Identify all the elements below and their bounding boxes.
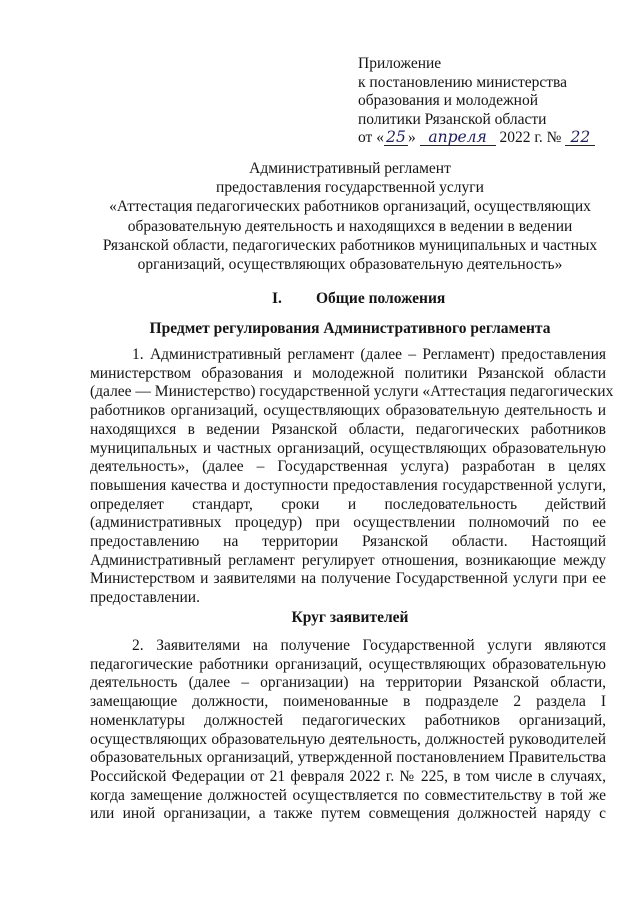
paragraph-line: определяет стандарт, сроки и последовательность действий	[90, 495, 606, 513]
paragraph-1	[90, 346, 614, 608]
paragraph-line: предоставлению на территории Рязанской области. Настоящий	[90, 533, 606, 551]
paragraph-line: министерством образования и молодежной политики Рязанской области	[90, 364, 606, 382]
paragraph-line: или иной организации, а также путем совмещения должностей наряду с	[90, 805, 606, 823]
paragraph-line: предоставлении.	[90, 589, 200, 607]
appendix-date-line	[358, 129, 618, 148]
paragraph-line: номенклатуры должностей педагогических работников организаций,	[90, 711, 606, 729]
title-line: предоставления государственной услуги	[216, 179, 484, 197]
paragraph-line: деятельность (далее – организации) на территории Рязанской области,	[90, 674, 606, 692]
title-line: образовательную деятельность и находящихся в ведении в ведении	[127, 217, 573, 235]
section-title: Общие положения	[316, 290, 446, 307]
appendix-line: политики Рязанской области	[358, 110, 547, 128]
date-mid: »	[407, 129, 416, 147]
paragraph-line: замещающие должности, поименованные в подразделе 2 раздела I	[90, 693, 606, 711]
paragraph-line: работников организаций, осуществляющих образовательную деятельность и	[90, 402, 606, 420]
paragraph-line: (административных процедур) при осуществлении полномочий по ее	[90, 514, 606, 532]
handwritten-day: 25	[384, 130, 408, 146]
paragraph-line: (далее — Министерство) государственной услуги «Аттестация педагогических	[90, 383, 614, 401]
paragraph-line: образовательных организаций, утвержденной постановлением Правительства	[90, 749, 606, 767]
paragraph-line: деятельность», (далее – Государственная услуга) разработан в целях	[90, 458, 606, 476]
paragraph-line: когда замещение должностей осуществляется по совместительству в той же	[90, 786, 606, 804]
subsection-heading-subject: Предмет регулирования Административного регламента	[149, 320, 551, 337]
appendix-line: к постановлению министерства	[358, 73, 568, 91]
date-year: 2022 г. №	[499, 129, 562, 147]
paragraph-line: 1. Административный регламент (далее – Регламент) предоставления	[132, 346, 606, 363]
appendix-line: Приложение	[358, 55, 442, 72]
paragraph-line: муниципальных и частных организаций, осуществляющих образовательную	[90, 439, 606, 457]
appendix-line: образования и молодежной	[358, 92, 539, 110]
handwritten-doc-number: 22	[565, 130, 595, 146]
paragraph-line: Министерством и заявителями на получение Государственной услуги при ее	[90, 570, 606, 588]
title-line: Административный регламент	[249, 160, 451, 177]
subsection-heading-applicants: Круг заявителей	[291, 609, 409, 626]
title-line: Рязанской области, педагогических работников муниципальных и частных	[102, 236, 598, 254]
paragraph-line: Административный регламент регулирует отношения, возникающие между	[90, 551, 606, 569]
paragraph-line: педагогические работники организаций, осуществляющих образовательную	[90, 655, 606, 673]
section-number: I.	[272, 290, 282, 307]
paragraph-line: 2. Заявителями на получение Государственной услуги являются	[132, 637, 606, 654]
date-prefix: от «	[358, 129, 384, 147]
title-line: организаций, осуществляющих образовательную деятельность»	[137, 256, 563, 274]
paragraph-line: повышения качества и доступности предоставления государственной услуги,	[90, 476, 606, 494]
paragraph-line: Российской Федерации от 21 февраля 2022 г. № 225, в том числе в случаях,	[90, 767, 606, 785]
paragraph-line: находящихся в ведении Рязанской области, педагогических работников	[90, 420, 606, 438]
paragraph-2	[90, 637, 606, 824]
regulation-title	[90, 159, 610, 274]
title-line: «Аттестация педагогических работников организаций, осуществляющих	[109, 198, 591, 216]
paragraph-line: осуществляющих образовательную деятельность, должностей руководителей	[90, 730, 606, 748]
handwritten-month: апреля	[420, 130, 496, 146]
appendix-block	[358, 55, 618, 148]
